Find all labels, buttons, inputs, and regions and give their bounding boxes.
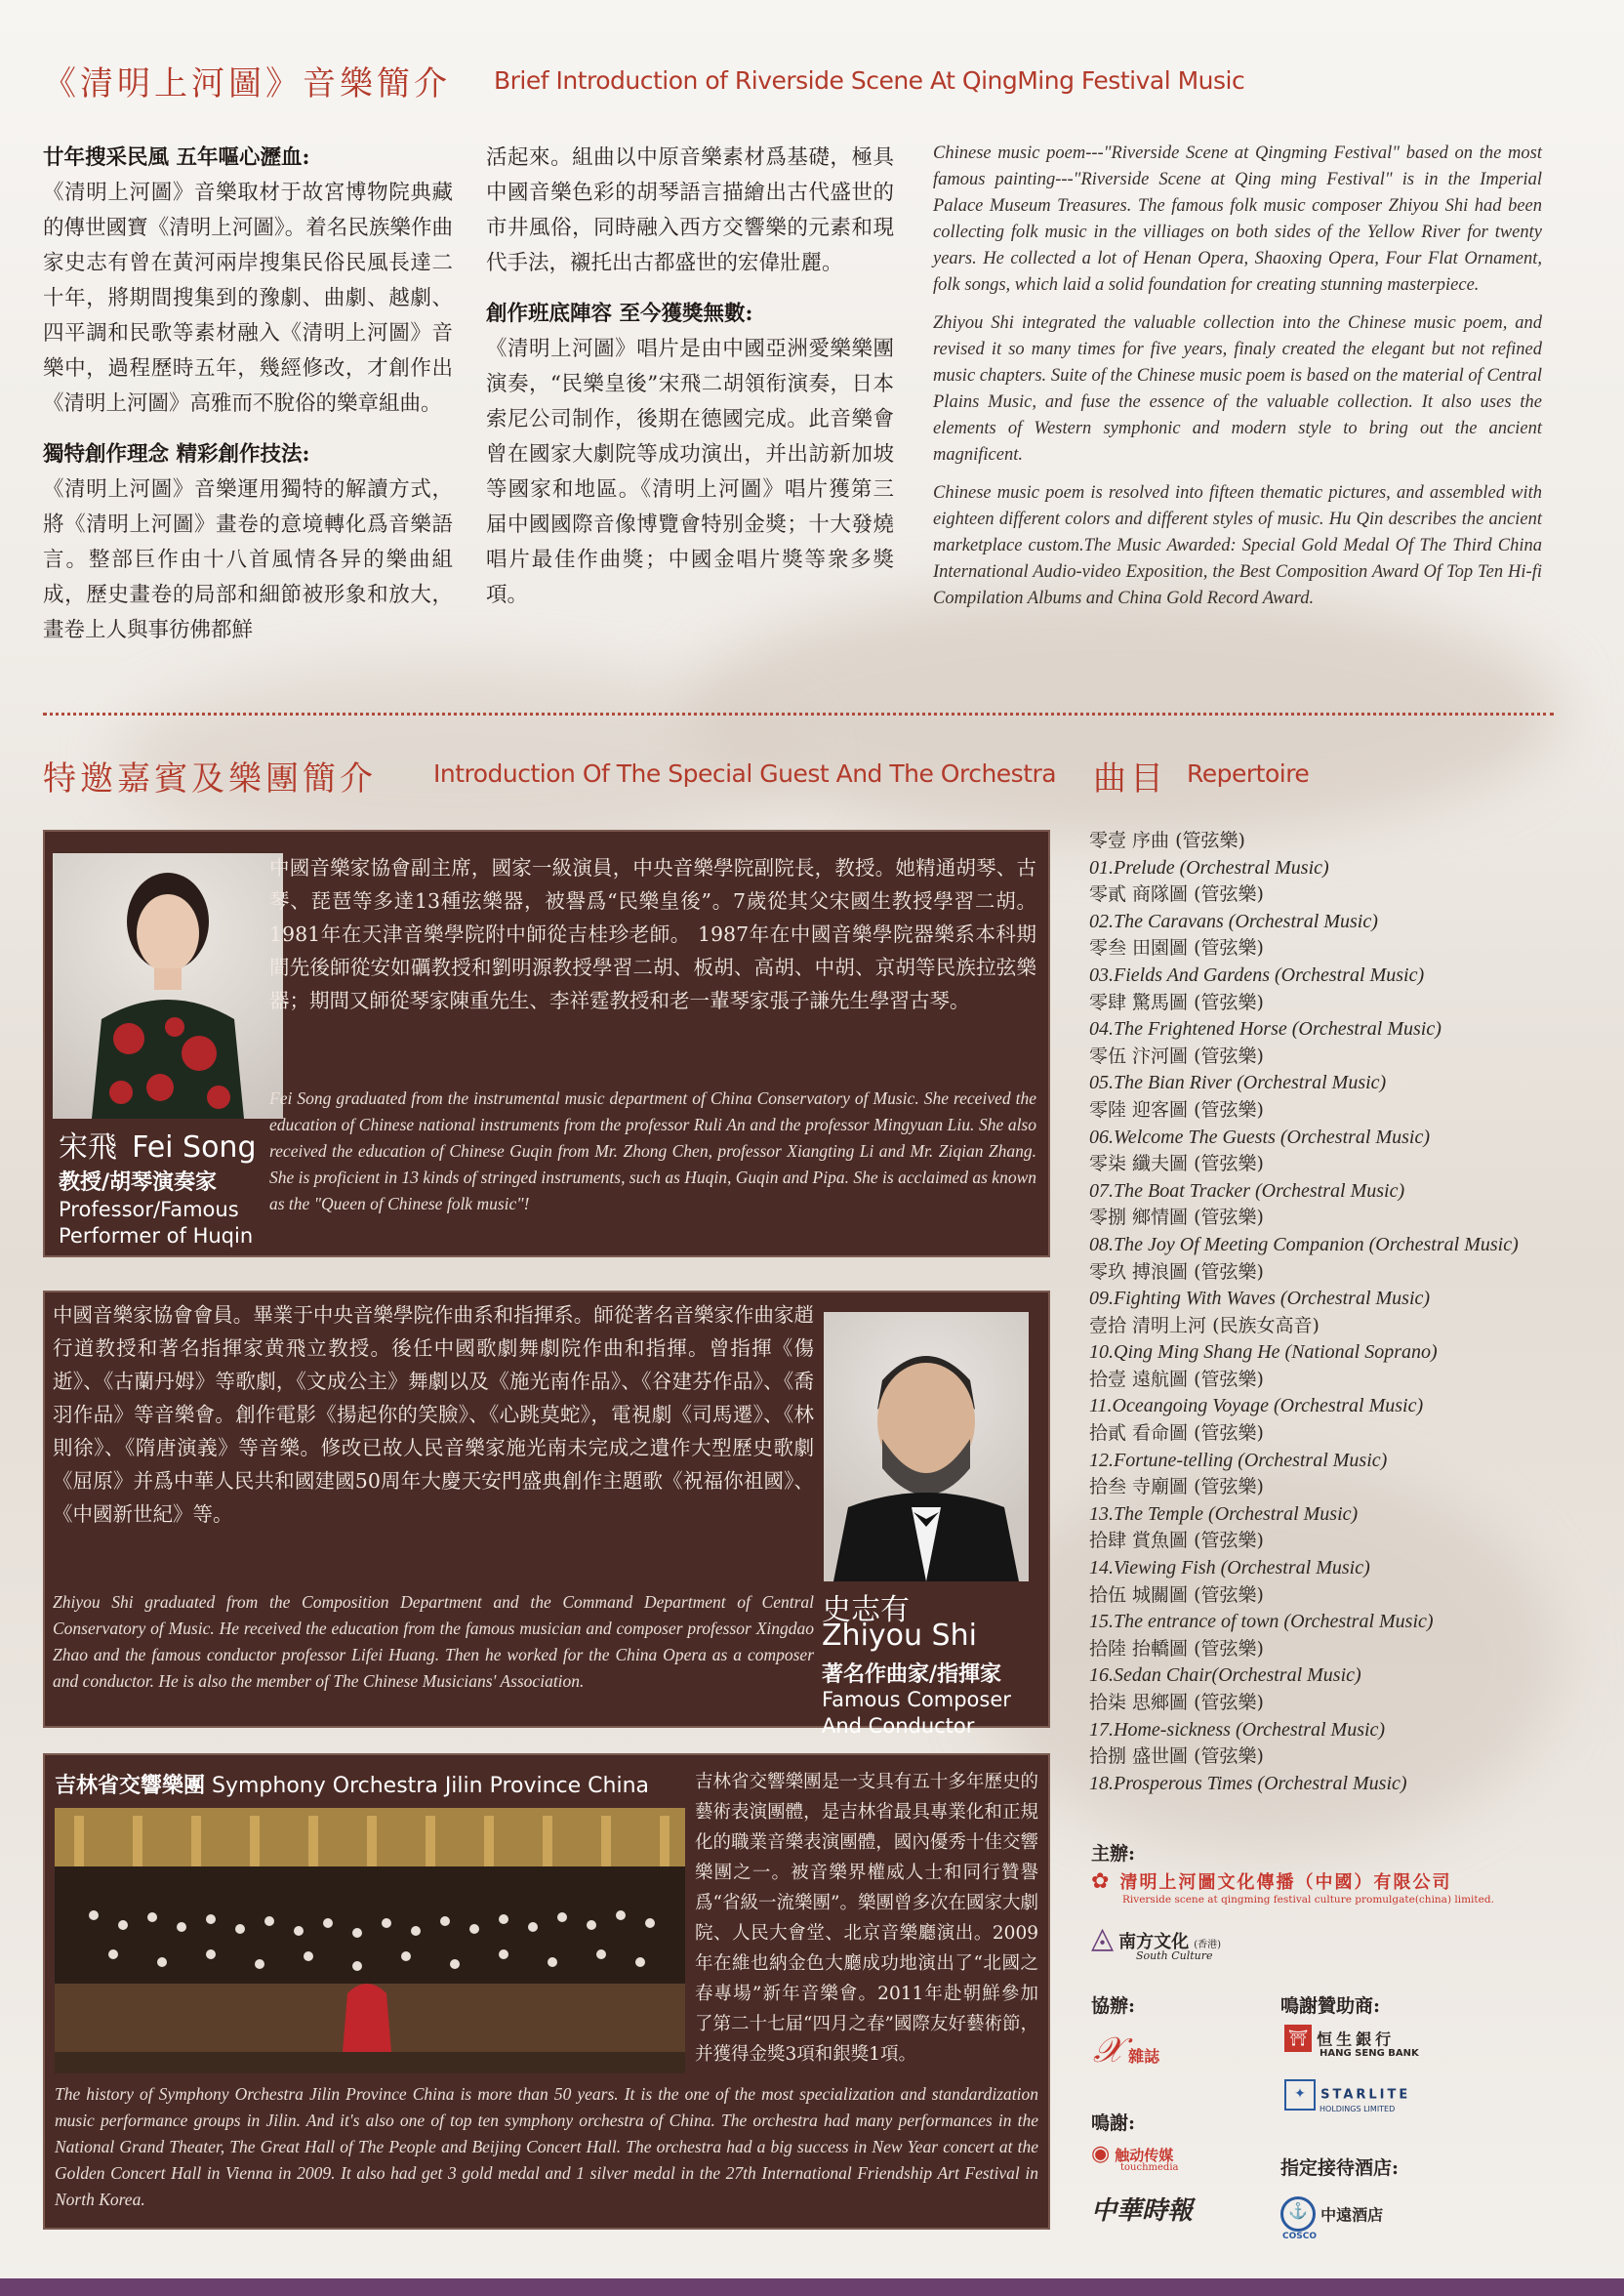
orchestra-title [55,1769,649,1799]
guests-title-cn: 特邀嘉賓及樂團簡介 [43,759,377,799]
repertoire-item-cn: 零柒 纖夫圖 (管弦樂) [1089,1153,1264,1175]
fei-song-role-en2: Performer of Huqin [59,1224,254,1248]
co-organizer-logo [1093,2030,1159,2071]
host1-mark-icon: ✿ [1091,1869,1110,1894]
zhiyou-shi-bio-en: Zhiyou Shi graduated from the Composition Department and the Command Department of Central Conservatory of Music. He received the education from the famous musician and composer professor Xingdao Zhao and the famous conductor professor Lifei Huang. Then he worked for the China Opera as a composer and conductor. He is also the member of The Chinese Musicians' Association. [53,1592,814,1691]
repertoire-item-cn: 拾陸 抬轎圖 (管弦樂) [1089,1637,1264,1660]
fei-song-role-cn: 教授/胡琴演奏家 [59,1169,218,1195]
repertoire-item-en: 14.Viewing Fish (Orchestral Music) [1089,1557,1370,1579]
footer-band [0,2278,1624,2296]
zhiyou-shi-name-cn-text: 史志有 [822,1593,910,1627]
repertoire-item-en: 12.Fortune-telling (Orchestral Music) [1089,1449,1388,1471]
hotel-logo [1280,2196,1383,2241]
repertoire-item-cn: 拾柒 思鄉圖 (管弦樂) [1089,1692,1264,1713]
repertoire-item-cn: 零貳 商隊圖 (管弦樂) [1089,883,1264,906]
orchestra-photo [55,1808,685,2073]
bank-logo [1284,2025,1419,2059]
repertoire-title-en: Repertoire [1187,759,1310,788]
touchmedia-name-en: touchmedia [1120,2162,1179,2173]
repertoire-item-cn: 零捌 鄉情圖 (管弦樂) [1089,1207,1264,1229]
repertoire-item-en: 04.The Frightened Horse (Orchestral Music) [1089,1018,1441,1041]
starlite-mark-icon: ✦ [1284,2079,1316,2111]
repertoire-list [1089,828,1577,1797]
magazine-mark-icon: 𝒳 [1093,2030,1123,2070]
repertoire-item-cn: 拾叁 寺廟圖 (管弦樂) [1089,1476,1264,1498]
repertoire-item-en: 07.The Boat Tracker (Orchestral Music) [1089,1179,1405,1202]
portrait-illustration [824,1312,1029,1581]
repertoire-item-cn: 拾壹 遠航圖 (管弦樂) [1089,1368,1264,1390]
zhiyou-shi-panel [43,1291,1050,1738]
repertoire-item-en: 03.Fields And Gardens (Orchestral Music) [1089,964,1425,986]
zhiyou-shi-name-en: Zhiyou Shi [822,1619,977,1653]
fei-song-name [59,1123,257,1166]
portrait-illustration [53,853,283,1119]
newspaper-logo: 中華時報 [1091,2196,1194,2226]
repertoire-item-en: 11.Oceangoing Voyage (Orchestral Music) [1089,1395,1424,1417]
host1-name-en: Riverside scene at qingming festival culture promulgate(china) limited. [1122,1894,1494,1906]
host1-name-cn: 清明上河圖文化傳播（中國）有限公司 [1119,1872,1452,1893]
orchestra-illustration [55,1808,685,2073]
host2-name-en: South Culture [1136,1949,1213,1962]
repertoire-item-en: 09.Fighting With Waves (Orchestral Music) [1089,1288,1431,1310]
intro-col1-para2: 《清明上河圖》音樂運用獨特的解讀方式，將《清明上河圖》畫卷的意境轉化爲音樂語言。整部巨作由十八首風情各异的樂曲組成，歷史畫卷的局部和細節被形象和放大，畫卷上人與事彷佛都鮮 [43,477,453,642]
bank-name-cn: 恒生銀行 [1317,2030,1396,2049]
repertoire-items [1089,828,1577,1797]
hotel-label: 指定接待酒店: [1280,2157,1400,2179]
fei-song-name-en: Fei Song [132,1130,257,1165]
host-label: 主辦: [1091,1843,1136,1865]
repertoire-item-en: 18.Prosperous Times (Orchestral Music) [1089,1772,1407,1794]
hotel-name: 中遠酒店 [1320,2205,1384,2225]
repertoire-item-en: 10.Qing Ming Shang He (National Soprano) [1089,1341,1438,1364]
touchmedia-name-cn: 触动传媒 [1115,2147,1174,2164]
repertoire-item-cn: 拾貳 看命圖 (管弦樂) [1089,1422,1264,1445]
intro-col2 [486,141,894,613]
touchmedia-mark-icon: ◉ [1091,2142,1111,2166]
repertoire-item-cn: 零肆 驚馬圖 (管弦樂) [1089,991,1264,1013]
repertoire-title-cn: 曲目 [1093,759,1167,799]
host1-logo [1091,1868,1579,1906]
repertoire-item-en: 17.Home-sickness (Orchestral Music) [1089,1718,1386,1741]
zhiyou-shi-role-en1: Famous Composer [822,1688,1011,1711]
repertoire-item-en: 02.The Caravans (Orchestral Music) [1089,910,1378,932]
repertoire-item-en: 05.The Bian River (Orchestral Music) [1089,1072,1387,1094]
host2-logo [1091,1921,1221,1962]
starlite-logo [1284,2079,1410,2113]
orchestra-title-en: Symphony Orchestra Jilin Province China [212,1774,650,1798]
orchestra-panel [43,1753,1050,2230]
thanks-label: 鳴謝: [1091,2112,1136,2134]
intro-col2-heading2: 創作班底陣容 至今獲獎無數: [486,302,753,326]
repertoire-item-en: 16.Sedan Chair(Orchestral Music) [1089,1664,1361,1687]
bank-name-en: HANG SENG BANK [1320,2048,1419,2059]
section-divider [43,713,1554,716]
fei-song-name-cn: 宋飛 [59,1130,117,1165]
intro-col1-para1: 《清明上河圖》音樂取材于故宮博物院典藏的傳世國寶《清明上河圖》。着名民族樂作曲家史志有曾在黃河兩岸搜集民俗民風長達二十年，將期間搜集到的豫劇、曲劇、越劇、四平調和民歌等素材融入《清明上河圖》音樂中，過程歷時五年，幾經修改，才創作出《清明上河圖》高雅而不脫俗的樂章組曲。 [43,181,453,416]
host2-mark-icon: ◬ [1091,1921,1115,1955]
orchestra-bio-en: The history of Symphony Orchestra Jilin Province China is more than 50 years. It is the one of the most specialization and standardization music performance groups in Jilin. And it's also one of top ten symphony orchestra of China. The orchestra had many performances in the National Grand Theater, The Great Hall of The People and Beijing Concert Hall. The orchestra had a big success in New Year concert at the Golden Concert Hall in Vienna in 2009. It also had get 3 gold medal and 1 silver medal in the 27th International Friendship Art Festival in North Korea. [55,2084,1038,2209]
fei-song-photo [53,853,283,1119]
repertoire-item-en: 06.Welcome The Guests (Orchestral Music) [1089,1126,1431,1148]
magazine-name: 雜誌 [1128,2047,1160,2066]
intro-col2-para1: 活起來。組曲以中原音樂素材爲基礎，極具中國音樂色彩的胡琴語言描繪出古代盛世的市井風俗，同時融入西方交響樂的元素和現代手法，襯托出古都盛世的宏偉壯麗。 [486,145,894,275]
fei-song-role-en1: Professor/Famous [59,1198,239,1221]
touchmedia-logo [1091,2142,1178,2173]
fei-song-panel [43,830,1050,1257]
zhiyou-shi-role-en2: And Conductor [822,1714,975,1738]
intro-col3-para3: Chinese music poem is resolved into fifteen thematic pictures, and assembled with eighteen different colors and different styles of music. Hu Qin describes the ancient marketplace custom.The Music Awarded: Special Gold Medal Of The Third China International Audio-video Exposition, the Best Composition Award Of Top Ten Hi-fi Compilation Albums and China Gold Record Award. [933,483,1542,608]
intro-col2-para2: 《清明上河圖》唱片是由中國亞洲愛樂樂團演奏，“民樂皇後”宋飛二胡領衔演奏，日本索尼公司制作，後期在德國完成。此音樂會曾在國家大劇院等成功演出，并出訪新加坡等國家和地區。《清明上河圖》唱片獲第三届中國國際音像博覽會特别金獎；十大發燒唱片最佳作曲獎；中國金唱片獎等衆多獎項。 [486,337,894,607]
intro-title-cn: 《清明上河圖》音樂簡介 [43,64,451,103]
intro-col3-para1: Chinese music poem---"Riverside Scene at Qingming Festival" based on the most famous painting---"Riverside Scene at Qing ming Festival" is in the Imperial Palace Museum Treasures. The famous folk music composer Zhiyou Shi had been collecting folk music in the villiages on both sides of the Yellow River for twenty years. He collected a lot of Henan Opera, Shaoxing Opera, Four Flat Ornament, folk songs, which laid a solid foundation for creating stunning masterpiece. [933,144,1542,295]
zhiyou-shi-bio-cn: 中國音樂家協會會員。畢業于中央音樂學院作曲系和指揮系。師從著名音樂家作曲家趙行道教授和著名指揮家黄飛立教授。後任中國歌劇舞劇院作曲和指揮。曾指揮《傷逝》、《古蘭丹姆》等歌劇，《文成公主》舞劇以及《施光南作品》、《谷建芬作品》、《喬羽作品》等音樂會。創作電影《揚起你的笑臉》、《心跳莫蛇》，電視劇《司馬遷》、《林則徐》、《隋唐演義》等音樂。修改已故人民音樂家施光南未完成之遺作大型歷史歌劇《屈原》并爲中華人民共和國建國50周年大慶天安門盛典創作主題歌《祝福你祖國》、《中國新世紀》等。 [53,1303,814,1526]
host2-name-cn: 南方文化 [1118,1932,1190,1952]
repertoire-item-en: 13.The Temple (Orchestral Music) [1089,1502,1359,1525]
orchestra-bio-cn: 吉林省交響樂團是一支具有五十多年歷史的藝術表演團體，是吉林省最具專業化和正規化的職業音樂表演團體，國內優秀十佳交響樂團之一。被音樂界權威人士和同行贊譽爲“省級一流樂團”。樂團曾多次在國家大劇院、人民大會堂、北京音樂廳演出。2009年在維也納金色大廳成功地演出了“北國之春專場”新年音樂會。2011年赴朝鮮參加了第二十七届“四月之春”國際友好藝術節，并獲得金獎3項和銀獎1項。 [695,1772,1038,2065]
hotel-mark-icon: ⚓ [1280,2196,1316,2232]
host2-tag: (香港) [1194,1940,1222,1950]
repertoire-item-cn: 零玖 搏浪圖 (管弦樂) [1089,1260,1264,1283]
intro-title-en: Brief Introduction of Riverside Scene At QingMing Festival Music [494,66,1245,95]
intro-col3 [933,141,1542,612]
bank-mark-icon: ⛩ [1284,2025,1312,2052]
repertoire-item-cn: 零伍 汴河圖 (管弦樂) [1089,1045,1264,1067]
co-organizer-label: 協辦: [1091,1995,1136,2017]
repertoire-item-cn: 零陸 迎客圖 (管弦樂) [1089,1098,1264,1121]
repertoire-item-en: 01.Prelude (Orchestral Music) [1089,856,1329,879]
starlite-sub: HOLDINGS LIMITED [1320,2105,1396,2113]
repertoire-item-en: 15.The entrance of town (Orchestral Music) [1089,1611,1434,1633]
fei-song-bio-en: Fei Song graduated from the instrumental music department of China Conservatory of Music. She received the education of Chinese national instruments from the professor Ruli An and the professor Mingyuan Liu. She also received the education of Chinese Guqin from Mr. Zhong Chen, professor Xiangting Li and Mr. Ziqian Zhang. She is proficient in 13 kinds of stringed instruments, such as Huqin, Guqin and Pipa. She is acclaimed as known as the "Queen of Chinese folk music"! [269,1088,1036,1213]
intro-col1 [43,141,453,648]
repertoire-item-cn: 拾肆 賞魚圖 (管弦樂) [1089,1530,1264,1552]
repertoire-item-cn: 拾伍 城關圖 (管弦樂) [1089,1583,1264,1606]
repertoire-item-en: 08.The Joy Of Meeting Companion (Orchestral Music) [1089,1233,1519,1255]
starlite-name: STARLITE [1320,2087,1411,2103]
repertoire-item-cn: 零叁 田園圖 (管弦樂) [1089,937,1264,960]
fei-song-bio-cn: 中國音樂家協會副主席，國家一級演員，中央音樂學院副院長，教授。她精通胡琴、古琴、琵琶等多達13種弦樂器，被譽爲“民樂皇後”。7歲從其父宋國生教授學習二胡。1981年在天津音樂學院附中師從吉桂珍老師。 1987年在中國音樂學院器樂系本科期間先後師從安如礪教授和劉明源教授學習二胡、板胡、高胡、中胡、京胡等民族拉弦樂器；期間又師從琴家陳重先生、李祥霆教授和老一輩琴家張子謙先生學習古琴。 [269,856,1036,1012]
hotel-name-en: COSCO [1282,2232,1317,2241]
repertoire-item-cn: 壹拾 清明上河 (民族女高音) [1089,1314,1320,1336]
sponsor-label: 鳴謝贊助商: [1280,1995,1381,2017]
guests-title-en: Introduction Of The Special Guest And The Orchestra [433,759,1057,788]
intro-col3-para2: Zhiyou Shi integrated the valuable collection into the Chinese music poem, and revised it so many times for five years, finaly created the elegant but not refined music chapters. Suite of the Chinese music poem is based on the material of Central Plains Music, and fuse the essence of the valuable collection. It also uses the elements of Western symphonic and modern style to bring out the ancient magnificent. [933,313,1542,465]
repertoire-item-cn: 拾捌 盛世圖 (管弦樂) [1089,1745,1264,1768]
zhiyou-shi-role-cn: 著名作曲家/指揮家 [822,1661,1002,1687]
zhiyou-shi-photo [824,1312,1029,1581]
intro-col1-heading2: 獨特創作理念 精彩創作技法: [43,442,310,467]
repertoire-item-cn: 零壹 序曲 (管弦樂) [1089,830,1245,851]
intro-col1-heading1: 廿年搜采民風 五年嘔心瀝血: [43,145,310,170]
orchestra-title-cn: 吉林省交響樂團 [55,1773,206,1798]
